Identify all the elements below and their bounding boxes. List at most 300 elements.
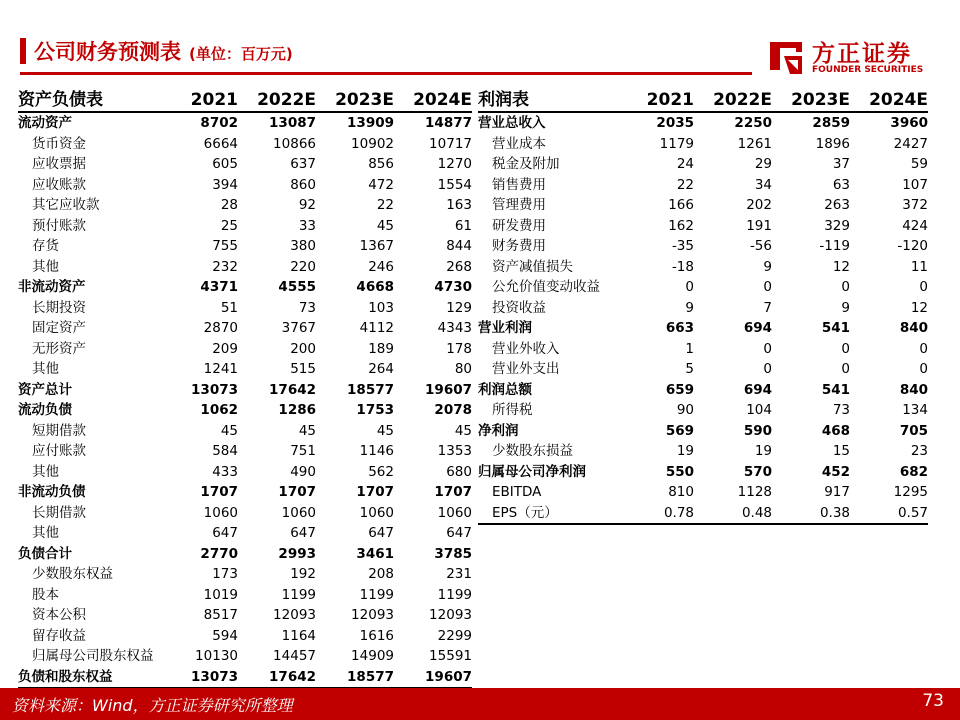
value-cell: 1060: [203, 504, 238, 521]
logo-english-name: FOUNDER SECURITIES: [812, 65, 924, 75]
row-label: 销售费用: [492, 176, 546, 193]
value-cell: 680: [446, 463, 472, 480]
row-label: 少数股东权益: [32, 566, 113, 582]
value-cell: 192: [290, 566, 316, 582]
table-row: [18, 585, 472, 606]
value-cell: 61: [454, 217, 472, 234]
table-row: [478, 359, 928, 380]
value-cell: 1: [685, 340, 694, 357]
table-row: [478, 400, 928, 421]
value-cell: 10866: [273, 135, 316, 152]
value-cell: 1199: [281, 586, 316, 603]
slide-title: [34, 36, 293, 66]
row-label: 少数股东损益: [492, 443, 573, 459]
value-cell: 13909: [347, 115, 394, 131]
slide-footer: [0, 688, 960, 720]
value-cell: 200: [290, 340, 316, 357]
row-label: 存货: [32, 238, 59, 254]
row-label: 短期借款: [32, 422, 86, 439]
value-cell: -56: [749, 238, 772, 254]
row-label: 归属母公司股东权益: [32, 648, 154, 664]
row-label: 长期借款: [32, 504, 86, 521]
value-cell: 1896: [815, 135, 850, 152]
value-cell: 19: [676, 443, 694, 459]
value-cell: 29: [754, 156, 772, 172]
value-cell: 90: [676, 402, 694, 418]
income-statement-header-row: [478, 89, 928, 112]
value-cell: 4343: [437, 320, 472, 336]
value-cell: 917: [824, 484, 850, 500]
value-cell: 840: [899, 381, 928, 398]
value-cell: 189: [368, 340, 394, 357]
value-cell: 490: [290, 463, 316, 480]
table-row: [18, 195, 472, 216]
row-label: 非流动负债: [18, 484, 86, 500]
value-cell: 209: [212, 340, 238, 357]
value-cell: 8702: [200, 115, 238, 131]
table-row: [18, 523, 472, 544]
table-row: [18, 380, 472, 401]
value-cell: 0: [841, 361, 850, 377]
value-cell: 107: [902, 176, 928, 193]
value-cell: 647: [212, 525, 238, 541]
year-column-header: 2024E: [850, 89, 928, 112]
value-cell: 1270: [437, 156, 472, 172]
value-cell: 468: [821, 422, 850, 439]
value-cell: 3461: [356, 545, 394, 562]
value-cell: 1060: [359, 504, 394, 521]
value-cell: 24: [676, 156, 694, 172]
value-cell: 0: [763, 340, 772, 357]
value-cell: 2035: [656, 115, 694, 131]
row-label: 营业外支出: [492, 361, 560, 377]
table-row: [478, 195, 928, 216]
table-row: [478, 441, 928, 462]
slide-title-text: 公司财务预测表: [34, 40, 181, 64]
value-cell: 1707: [356, 484, 394, 500]
table-row: [478, 318, 928, 339]
value-cell: 647: [368, 525, 394, 541]
value-cell: 246: [368, 258, 394, 275]
table-row: [478, 462, 928, 483]
value-cell: 12: [832, 258, 850, 275]
value-cell: 162: [668, 217, 694, 234]
value-cell: 3960: [890, 115, 928, 131]
value-cell: 0.78: [624, 503, 694, 525]
row-label: EBITDA: [492, 484, 542, 500]
value-cell: 10130: [195, 648, 238, 664]
value-cell: 1353: [437, 443, 472, 459]
row-label: 货币资金: [32, 135, 86, 152]
value-cell: 220: [290, 258, 316, 275]
value-cell: 45: [298, 422, 316, 439]
value-cell: 12093: [273, 607, 316, 623]
value-cell: 19: [754, 443, 772, 459]
value-cell: 663: [665, 320, 694, 336]
value-cell: 433: [212, 463, 238, 480]
value-cell: 73: [832, 402, 850, 418]
value-cell: 0: [841, 340, 850, 357]
value-cell: 14457: [273, 648, 316, 664]
table-row: [18, 134, 472, 155]
row-label: 营业总收入: [478, 115, 546, 131]
value-cell: 12093: [351, 607, 394, 623]
value-cell: 73: [298, 299, 316, 316]
row-label: 归属母公司净利润: [478, 463, 586, 480]
value-cell: 570: [743, 463, 772, 480]
value-cell: 0: [685, 279, 694, 295]
row-label: 留存收益: [32, 627, 86, 644]
value-cell: 810: [668, 484, 694, 500]
row-label: 预付账款: [32, 217, 86, 234]
value-cell: 14877: [425, 115, 472, 131]
value-cell: 37: [832, 156, 850, 172]
table-row: [18, 626, 472, 647]
year-column-header: 2023E: [316, 89, 394, 112]
value-cell: 2870: [203, 320, 238, 336]
value-cell: 23: [910, 443, 928, 459]
value-cell: 18577: [347, 381, 394, 398]
year-column-header: 2022E: [694, 89, 772, 112]
value-cell: 605: [212, 156, 238, 172]
value-cell: 166: [668, 197, 694, 213]
value-cell: 22: [676, 176, 694, 193]
row-label: 资产减值损失: [492, 258, 573, 275]
value-cell: 424: [902, 217, 928, 234]
table-row: [18, 400, 472, 421]
table-row: [18, 359, 472, 380]
value-cell: 45: [376, 217, 394, 234]
table-title-header: 利润表: [478, 89, 624, 112]
table-row: [18, 605, 472, 626]
value-cell: 1295: [893, 484, 928, 500]
value-cell: 1554: [437, 176, 472, 193]
year-column-header: 2021: [168, 89, 238, 112]
value-cell: 562: [368, 463, 394, 480]
value-cell: 4668: [356, 279, 394, 295]
table-row: [18, 339, 472, 360]
value-cell: 15: [832, 443, 850, 459]
row-label: 净利润: [478, 422, 519, 439]
value-cell: 1164: [281, 627, 316, 644]
value-cell: -35: [671, 238, 694, 254]
value-cell: 34: [754, 176, 772, 193]
slide-title-unit: (单位：百万元): [189, 45, 293, 63]
value-cell: -18: [671, 258, 694, 275]
value-cell: 2993: [278, 545, 316, 562]
value-cell: 2427: [893, 135, 928, 152]
table-row: [478, 236, 928, 257]
value-cell: 452: [821, 463, 850, 480]
table-title-header: 资产负债表: [18, 89, 168, 112]
table-row: [478, 112, 928, 134]
value-cell: 2770: [200, 545, 238, 562]
row-label: 资产总计: [18, 381, 72, 398]
row-label: 负债和股东权益: [18, 667, 168, 689]
value-cell: 1616: [359, 627, 394, 644]
table-row: [478, 503, 928, 525]
row-label: 固定资产: [32, 320, 86, 336]
value-cell: 1199: [359, 586, 394, 603]
value-cell: 268: [446, 258, 472, 275]
page-number: 73: [922, 691, 944, 711]
value-cell: 12093: [429, 607, 472, 623]
table-row: [18, 482, 472, 503]
value-cell: 1146: [359, 443, 394, 459]
value-cell: 0: [763, 279, 772, 295]
table-row: [18, 298, 472, 319]
row-label: 其他: [32, 525, 59, 541]
row-label: 无形资产: [32, 340, 86, 357]
income-statement-body: [478, 112, 928, 524]
value-cell: -120: [897, 238, 928, 254]
value-cell: 1060: [437, 504, 472, 521]
table-row: [18, 441, 472, 462]
value-cell: 15591: [429, 648, 472, 664]
value-cell: 92: [298, 197, 316, 213]
year-column-header: 2022E: [238, 89, 316, 112]
value-cell: 59: [910, 156, 928, 172]
value-cell: 647: [290, 525, 316, 541]
value-cell: 472: [368, 176, 394, 193]
row-label: 流动资产: [18, 115, 72, 131]
table-row: [478, 277, 928, 298]
value-cell: 28: [220, 197, 238, 213]
value-cell: 104: [746, 402, 772, 418]
value-cell: 705: [899, 422, 928, 439]
value-cell: 0: [919, 340, 928, 357]
row-label: 其他: [32, 463, 59, 480]
row-label: 其它应收款: [32, 197, 100, 213]
value-cell: 208: [368, 566, 394, 582]
value-cell: 19607: [425, 381, 472, 398]
value-cell: 25: [220, 217, 238, 234]
value-cell: 515: [290, 361, 316, 377]
row-label: 应收票据: [32, 156, 86, 172]
value-cell: 2250: [734, 115, 772, 131]
value-cell: 9: [685, 299, 694, 316]
table-row: [478, 154, 928, 175]
table-row: [18, 564, 472, 585]
value-cell: 10717: [429, 135, 472, 152]
value-cell: 1062: [200, 402, 238, 418]
value-cell: 45: [454, 422, 472, 439]
value-cell: 7: [763, 299, 772, 316]
value-cell: 1199: [437, 586, 472, 603]
row-label: 营业利润: [478, 320, 532, 336]
value-cell: 860: [290, 176, 316, 193]
value-cell: 4555: [278, 279, 316, 295]
value-cell: 2299: [437, 627, 472, 644]
table-row: [18, 277, 472, 298]
row-label: 非流动资产: [18, 279, 86, 295]
value-cell: 394: [212, 176, 238, 193]
value-cell: 191: [746, 217, 772, 234]
value-cell: 129: [446, 299, 472, 316]
balance-sheet-body: [18, 112, 472, 688]
table-row: [18, 544, 472, 565]
value-cell: 11: [910, 258, 928, 275]
value-cell: 1261: [737, 135, 772, 152]
value-cell: -119: [819, 238, 850, 254]
value-cell: 17642: [238, 667, 316, 689]
value-cell: 2859: [812, 115, 850, 131]
row-label: 其他: [32, 361, 59, 377]
table-row: [478, 380, 928, 401]
value-cell: 550: [665, 463, 694, 480]
value-cell: 13073: [168, 667, 238, 689]
value-cell: 103: [368, 299, 394, 316]
table-row: [478, 134, 928, 155]
table-row: [18, 421, 472, 442]
value-cell: 231: [446, 566, 472, 582]
value-cell: 9: [841, 299, 850, 316]
row-label: 税金及附加: [492, 156, 560, 172]
value-cell: 45: [376, 422, 394, 439]
founder-logo-icon: [766, 36, 806, 76]
value-cell: 3767: [281, 320, 316, 336]
row-label: 流动负债: [18, 402, 72, 418]
row-label: 营业外收入: [492, 340, 560, 357]
value-cell: 51: [220, 299, 238, 316]
value-cell: 6664: [203, 135, 238, 152]
row-label: 利润总额: [478, 381, 532, 398]
table-row: [18, 257, 472, 278]
year-column-header: 2023E: [772, 89, 850, 112]
row-label: 研发费用: [492, 217, 546, 234]
row-label: 应付账款: [32, 443, 86, 459]
balance-sheet-header-row: [18, 89, 472, 112]
table-row: [18, 112, 472, 134]
value-cell: 1707: [200, 484, 238, 500]
row-label: EPS（元）: [478, 503, 624, 525]
value-cell: 1060: [281, 504, 316, 521]
row-label: 公允价值变动收益: [492, 279, 600, 295]
value-cell: 8517: [203, 607, 238, 623]
title-accent-bar: [20, 38, 26, 64]
value-cell: 4112: [359, 320, 394, 336]
value-cell: 10902: [351, 135, 394, 152]
value-cell: 590: [743, 422, 772, 439]
value-cell: 0.38: [772, 503, 850, 525]
value-cell: 18577: [316, 667, 394, 689]
value-cell: 19607: [394, 667, 472, 689]
value-cell: 9: [763, 258, 772, 275]
value-cell: 0: [841, 279, 850, 295]
table-row: [478, 257, 928, 278]
value-cell: 163: [446, 197, 472, 213]
value-cell: 647: [446, 525, 472, 541]
table-row: [18, 667, 472, 689]
value-cell: 134: [902, 402, 928, 418]
row-label: 营业成本: [492, 135, 546, 152]
value-cell: 0: [763, 361, 772, 377]
value-cell: 840: [899, 320, 928, 336]
value-cell: 1179: [659, 135, 694, 152]
value-cell: 0.57: [850, 503, 928, 525]
value-cell: 1707: [434, 484, 472, 500]
value-cell: 3785: [434, 545, 472, 562]
value-cell: 63: [832, 176, 850, 193]
table-row: [18, 318, 472, 339]
year-column-header: 2024E: [394, 89, 472, 112]
value-cell: 541: [821, 320, 850, 336]
table-row: [18, 462, 472, 483]
slide-header: [0, 0, 960, 90]
table-row: [18, 175, 472, 196]
value-cell: 2078: [434, 402, 472, 418]
value-cell: 4371: [200, 279, 238, 295]
value-cell: 80: [454, 361, 472, 377]
value-cell: 4730: [434, 279, 472, 295]
value-cell: 584: [212, 443, 238, 459]
balance-sheet-table: [18, 89, 472, 689]
value-cell: 694: [743, 381, 772, 398]
founder-logo: [766, 36, 950, 82]
logo-chinese-name: 方正证券: [812, 41, 912, 67]
table-row: [18, 216, 472, 237]
value-cell: 659: [665, 381, 694, 398]
row-label: 应收账款: [32, 176, 86, 193]
row-label: 管理费用: [492, 197, 546, 213]
table-row: [18, 236, 472, 257]
value-cell: 844: [446, 238, 472, 254]
row-label: 财务费用: [492, 238, 546, 254]
row-label: 股本: [32, 586, 59, 603]
row-label: 投资收益: [492, 299, 546, 316]
value-cell: 1241: [203, 361, 238, 377]
table-row: [18, 154, 472, 175]
value-cell: 173: [212, 566, 238, 582]
value-cell: 45: [220, 422, 238, 439]
value-cell: 12: [910, 299, 928, 316]
title-underline: [20, 72, 752, 75]
value-cell: 372: [902, 197, 928, 213]
value-cell: 22: [376, 197, 394, 213]
value-cell: 17642: [269, 381, 316, 398]
table-row: [18, 503, 472, 524]
value-cell: 541: [821, 381, 850, 398]
income-statement-table: [478, 89, 928, 525]
value-cell: 0: [919, 279, 928, 295]
value-cell: 264: [368, 361, 394, 377]
value-cell: 682: [899, 463, 928, 480]
year-column-header: 2021: [624, 89, 694, 112]
table-row: [478, 175, 928, 196]
row-label: 负债合计: [18, 545, 72, 562]
value-cell: 856: [368, 156, 394, 172]
table-row: [18, 646, 472, 667]
value-cell: 263: [824, 197, 850, 213]
value-cell: 637: [290, 156, 316, 172]
value-cell: 178: [446, 340, 472, 357]
value-cell: 14909: [351, 648, 394, 664]
value-cell: 755: [212, 238, 238, 254]
value-cell: 594: [212, 627, 238, 644]
row-label: 其他: [32, 258, 59, 275]
value-cell: 329: [824, 217, 850, 234]
table-row: [478, 339, 928, 360]
row-label: 长期投资: [32, 299, 86, 316]
table-row: [478, 421, 928, 442]
value-cell: 569: [665, 422, 694, 439]
row-label: 所得税: [492, 402, 533, 418]
value-cell: 1019: [203, 586, 238, 603]
value-cell: 232: [212, 258, 238, 275]
value-cell: 33: [298, 217, 316, 234]
row-label: 资本公积: [32, 607, 86, 623]
value-cell: 1707: [278, 484, 316, 500]
